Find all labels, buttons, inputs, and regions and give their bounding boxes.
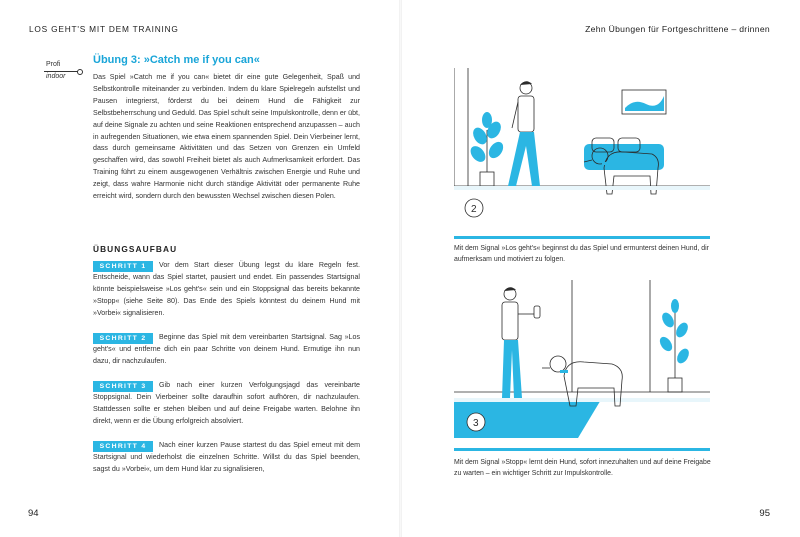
person-standing xyxy=(502,287,540,398)
step-4-badge: SCHRITT 4 xyxy=(93,441,153,452)
page-gutter xyxy=(399,0,402,537)
step-1-text: Vor dem Start dieser Übung legst du klare Regeln fest. Entscheide, wann das Spiel startet, pausiert und endet. Ein passendes Startsignal könnte beispielsweise »Los geht's« sein und ein Stoppsignal das bereits bekannte »Stopp« (siehe Seite 80). Das Ende des Spiels könntest du deinem Hund mit »Vorbei« signalisieren. xyxy=(93,261,360,317)
page-number-right: 95 xyxy=(759,508,770,519)
sidenote-dot xyxy=(77,69,83,75)
running-head-right: Zehn Übungen für Fortgeschrittene – drinnen xyxy=(585,24,770,34)
step-1-badge: SCHRITT 1 xyxy=(93,261,153,272)
setup-heading: ÜBUNGSAUFBAU xyxy=(93,244,178,254)
illustration-stop-signal xyxy=(454,280,710,452)
figure-3-caption: Mit dem Signal »Stopp« lernt dein Hund, sofort innezuhalten und auf deine Freigabe zu warten – ein wichtiger Schritt zur Impulskontrolle. xyxy=(454,459,711,477)
exercise-intro: Das Spiel »Catch me if you can« bietet dir eine gute Gelegenheit, Spaß und Selbstkontrolle miteinander zu verbinden. Indem du klare Spielregeln aufstellst und Pausen integrierst, förderst du bei deinem Hund die Fähigkeit zur Selbstbeherrschung und Geduld. Das Spiel schult seine Impulskontrolle, denn er übt, auf deine Signale zu achten und seine Reaktionen entsprechend anzupassen – auch in aufregenden Situationen, wie etwa einem spannenden Spiel. Dein Vierbeiner lernt, dass durch gemeinsame Aktivitäten und das Setzen von Grenzen ein Umfeld geschaffen wird, das sowohl Freiheit bietet als auch Aufmerksamkeit erfordert. Das Training führt zu einem ausgewogenen Verhältnis zwischen Energie und Ruhe und zeigt, dass wahre Harmonie nicht durch ständige Aktivität oder permanente Ruhe erreicht wird, sondern durch den bewussten Wechsel zwischen diesen Polen. xyxy=(93,73,360,201)
difficulty-level: Profi xyxy=(46,61,61,68)
page-number-left: 94 xyxy=(28,508,39,519)
plant-left xyxy=(468,112,506,186)
difficulty-location: indoor xyxy=(46,73,66,80)
sidenote-rule xyxy=(44,71,78,72)
step-3-text: Gib nach einer kurzen Verfolgungsjagd das vereinbarte Stoppsignal. Dein Vierbeiner sollte daraufhin sofort aufhören, dir nachzulaufen. Stattdessen sollte er stehen bleiben und auf deine Freigabe warten. Belohne ihn direkt, wenn er die Übung erfolgreich absolviert. xyxy=(93,381,360,425)
illustration-start-signal xyxy=(454,68,710,236)
figure-2-caption: Mit dem Signal »Los geht's« beginnst du das Spiel und ermunterst deinen Hund, dir aufmerksam und motiviert zu folgen. xyxy=(454,245,709,263)
figure-2-bar xyxy=(454,236,710,239)
plant-right xyxy=(657,299,691,392)
figure-3-number: 3 xyxy=(473,418,479,429)
exercise-title: Übung 3: »Catch me if you can« xyxy=(93,54,260,66)
step-2-badge: SCHRITT 2 xyxy=(93,333,153,344)
figure-3-bar xyxy=(454,448,710,451)
figure-2-number: 2 xyxy=(471,204,477,215)
picture-wave xyxy=(625,96,664,111)
person-walking xyxy=(508,81,540,186)
step-3-badge: SCHRITT 3 xyxy=(93,381,153,392)
step-4-text: Nach einer kurzen Pause startest du das Spiel erneut mit dem Startsignal und wiederholst die einzelnen Schritte. Willst du das Spiel beenden, sagst du »Vorbei«, um dem Hund klar zu signalisieren, xyxy=(93,441,360,473)
step-2-text: Beginne das Spiel mit dem vereinbarten Startsignal. Sag »Los geht's« und entferne dich ein paar Schritte von deinem Hund. Ermutige ihn nun dazu, dir nachzulaufen. xyxy=(93,333,360,365)
difficulty-sidenote xyxy=(46,60,82,82)
running-head-left: LOS GEHT'S MIT DEM TRAINING xyxy=(29,24,179,34)
